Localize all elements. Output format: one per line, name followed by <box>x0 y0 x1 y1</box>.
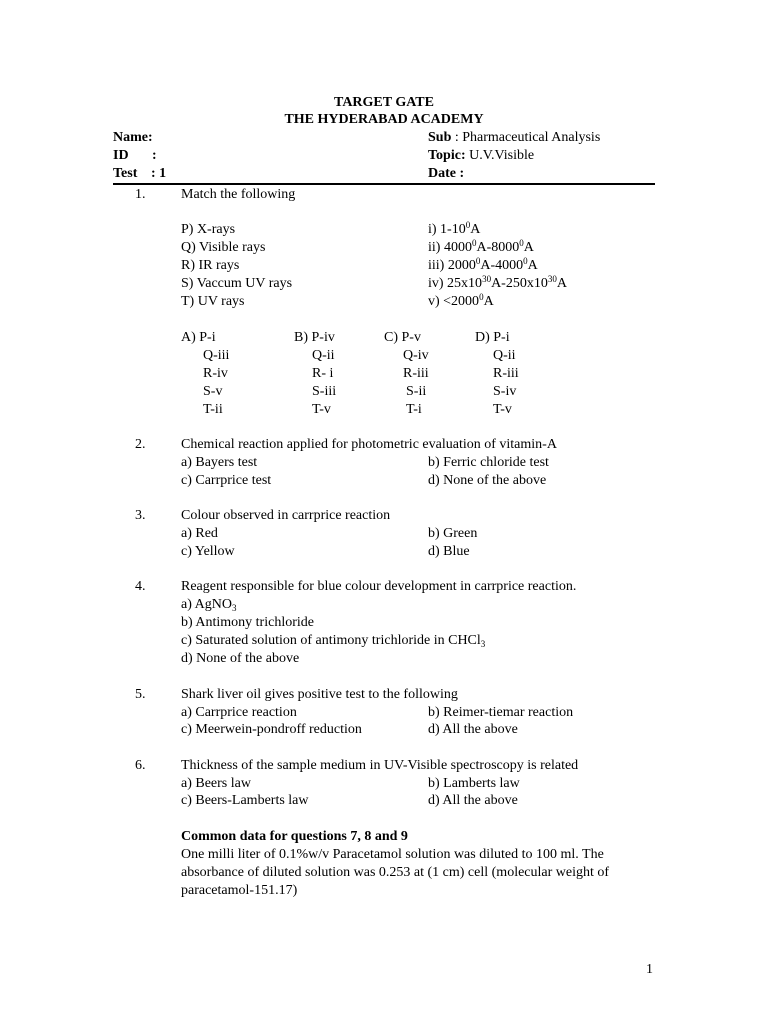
q2-option-a: a) Bayers test <box>181 455 258 470</box>
q5-text: Shark liver oil gives positive test to the following <box>181 687 458 702</box>
q1-left-item: P) X-rays <box>181 222 236 237</box>
topic-value: U.V.Visible <box>469 148 535 163</box>
q1-option-c-row: T-i <box>406 402 422 417</box>
q6-option-d: d) All the above <box>428 793 518 808</box>
id-colon: : <box>152 148 157 163</box>
q6-option-b: b) Lamberts law <box>428 776 520 791</box>
q1-option-d-label: D) P-i <box>475 330 510 345</box>
q2-text: Chemical reaction applied for photometric evaluation of vitamin-A <box>181 437 557 452</box>
q5-option-a: a) Carrprice reaction <box>181 705 297 720</box>
q1-option-b-row: T-v <box>312 402 331 417</box>
q1-right-item: $v) <2000^0A$ <box>428 292 494 309</box>
title-target-gate: TARGET GATE <box>334 95 434 110</box>
q3-text: Colour observed in carrprice reaction <box>181 508 391 523</box>
q1-number: 1. <box>135 187 146 202</box>
q3-option-d: d) Blue <box>428 544 470 559</box>
q1-option-c-label: C) P-v <box>384 330 421 345</box>
q3-number: 3. <box>135 508 146 523</box>
q5-number: 5. <box>135 687 146 702</box>
q4-number: 4. <box>135 579 146 594</box>
q1-option-a-row: Q-iii <box>203 348 230 363</box>
topic-label: Topic: <box>428 148 466 163</box>
id-label: ID <box>113 148 129 163</box>
q5-option-d: d) All the above <box>428 722 518 737</box>
q1-right-item: iv) $25x10^{30}A-250x10^{30}A$ <box>428 274 567 291</box>
subject-value: : Pharmaceutical Analysis <box>454 130 601 145</box>
subject-line <box>428 129 600 146</box>
header-rule <box>113 183 655 185</box>
common-data-line: One milli liter of 0.1%w/v Paracetamol solution was diluted to 100 ml. The <box>181 847 604 862</box>
q1-option-a-row: T-ii <box>203 402 223 417</box>
date-colon: : <box>459 166 465 181</box>
q1-option-d-row: Q-ii <box>493 348 516 363</box>
q6-option-c: c) Beers-Lamberts law <box>181 793 309 808</box>
q1-option-c-row: Q-iv <box>403 348 429 363</box>
q2-number: 2. <box>135 437 146 452</box>
q3-option-b: b) Green <box>428 526 478 541</box>
page-number: 1 <box>646 962 653 977</box>
date-label: Date <box>428 166 456 181</box>
q3-option-a: a) Red <box>181 526 218 541</box>
q1-option-b-label: B) P-iv <box>294 330 335 345</box>
q3-option-c: c) Yellow <box>181 544 235 559</box>
title-academy: THE HYDERABAD ACADEMY <box>284 112 484 127</box>
q1-left-item: S) Vaccum UV rays <box>181 276 293 291</box>
date-line <box>428 165 464 182</box>
q5-option-b: b) Reimer-tiemar reaction <box>428 705 574 720</box>
test-label: Test <box>113 166 138 181</box>
test-value: : 1 <box>151 166 167 181</box>
q1-right-item: i) $1-10^0A$ <box>428 220 481 237</box>
q1-text: Match the following <box>181 187 296 202</box>
q2-option-c: c) Carrprice test <box>181 473 272 488</box>
q4-option-a: a) AgNO$_3$ <box>181 597 237 613</box>
q1-option-a-row: R-iv <box>203 366 228 381</box>
q2-option-d: d) None of the above <box>428 473 547 488</box>
q1-option-b-row: Q-ii <box>312 348 335 363</box>
q6-option-a: a) Beers law <box>181 776 251 791</box>
q1-option-c-row: R-iii <box>403 366 429 381</box>
q4-option-b: b) Antimony trichloride <box>181 615 314 630</box>
q1-left-item: R) IR rays <box>181 258 240 273</box>
common-data-line: paracetamol-151.17) <box>181 883 298 898</box>
q1-left-item: Q) Visible rays <box>181 240 266 255</box>
q6-text: Thickness of the sample medium in UV-Visible spectroscopy is related <box>181 758 579 773</box>
q1-right-item: iii) 2000$^0$A-4000$^0$A <box>428 256 538 273</box>
topic-line <box>428 147 534 164</box>
q1-option-a-label: A) P-i <box>181 330 216 345</box>
name-label: Name: <box>113 130 153 145</box>
q1-option-d-row: R-iii <box>493 366 519 381</box>
common-data-heading: Common data for questions 7, 8 and 9 <box>181 829 408 844</box>
q1-left-item: T) UV rays <box>181 294 245 309</box>
q4-text: Reagent responsible for blue colour development in carrprice reaction. <box>181 579 577 594</box>
q1-option-d-row: S-iv <box>493 384 517 399</box>
q1-option-b-row: S-iii <box>312 384 337 399</box>
q5-option-c: c) Meerwein-pondroff reduction <box>181 722 362 737</box>
q4-option-c: c) Saturated solution of antimony trichloride in CHCl$_3$ <box>181 633 486 649</box>
q2-option-b: b) Ferric chloride test <box>428 455 549 470</box>
q1-option-c-row: S-ii <box>406 384 427 399</box>
common-data-line: absorbance of diluted solution was 0.253 at (1 cm) cell (molecular weight of <box>181 865 610 880</box>
q1-right-item: ii) 4000$^0$A-8000$^0$A <box>428 238 534 255</box>
q1-option-d-row: T-v <box>493 402 512 417</box>
q1-option-a-row: S-v <box>203 384 223 399</box>
q6-number: 6. <box>135 758 146 773</box>
q1-option-b-row: R- i <box>312 366 334 381</box>
subject-label: Sub <box>428 130 452 145</box>
q4-option-d: d) None of the above <box>181 651 300 666</box>
